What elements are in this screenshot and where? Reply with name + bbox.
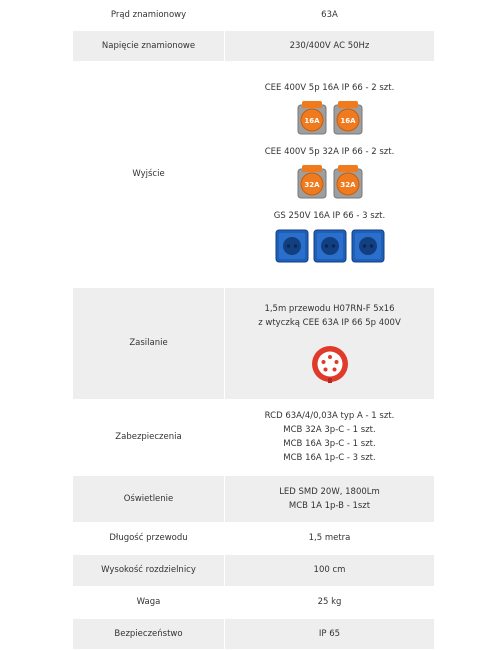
value-line: MCB 16A 1p-C - 3 szt. xyxy=(283,453,376,463)
row-safety xyxy=(73,618,434,649)
row-value: 25 kg xyxy=(225,586,435,618)
value-line: LED SMD 20W, 1800Lm xyxy=(279,486,380,497)
row-label: Zasilanie xyxy=(73,287,225,399)
row-label: Długość przewodu xyxy=(73,522,225,554)
value-line: MCB 32A 3p-C - 1 szt. xyxy=(283,425,376,435)
row-label: Prąd znamionowy xyxy=(73,0,225,30)
schuko-socket-icon xyxy=(313,229,347,263)
value-line: RCD 63A/4/0,03A typ A - 1 szt. xyxy=(264,411,395,421)
value-line: MCB 16A 3p-C - 1 szt. xyxy=(283,439,376,449)
output-group-title: CEE 400V 5p 32A IP 66 - 2 szt. xyxy=(264,147,395,157)
row-outputs xyxy=(73,61,434,287)
value-line: z wtyczką CEE 63A IP 66 5p 400V xyxy=(258,318,401,328)
value-line: 1,5m przewodu H07RN-F 5x16 xyxy=(264,304,395,314)
row-label: Oświetlenie xyxy=(73,475,225,522)
row-rated-voltage xyxy=(73,30,434,61)
row-rated-current xyxy=(73,0,434,30)
row-label: Wysokość rozdzielnicy xyxy=(73,554,225,586)
cee-16a-sockets xyxy=(229,101,430,135)
cee-socket-icon xyxy=(333,165,363,199)
row-weight xyxy=(73,586,434,618)
row-power-supply xyxy=(73,287,434,399)
row-value: 63A xyxy=(225,0,435,30)
row-lighting xyxy=(73,475,434,522)
schuko-socket-icon xyxy=(275,229,309,263)
cee-32a-sockets xyxy=(229,165,430,199)
power-supply-cell xyxy=(225,287,435,399)
socket-rating: 16A xyxy=(339,117,356,125)
row-value: 100 cm xyxy=(225,554,435,586)
row-height xyxy=(73,554,434,586)
cee-socket-icon xyxy=(297,101,327,135)
row-label: Wyjście xyxy=(73,61,225,287)
socket-rating: 32A xyxy=(339,181,356,189)
row-cable-length xyxy=(73,522,434,554)
lighting-cell xyxy=(225,475,435,522)
value-line: MCB 1A 1p-B - 1szt xyxy=(288,500,371,511)
cee-socket-icon xyxy=(333,101,363,135)
row-label: Waga xyxy=(73,586,225,618)
outputs-cell xyxy=(225,61,435,287)
output-group-title: CEE 400V 5p 16A IP 66 - 2 szt. xyxy=(264,83,395,93)
plug-wrap xyxy=(229,344,430,384)
spec-table xyxy=(73,0,434,650)
row-label: Bezpieczeństwo xyxy=(73,618,225,649)
cee-socket-icon xyxy=(297,165,327,199)
socket-rating: 32A xyxy=(303,181,320,189)
row-value: 230/400V AC 50Hz xyxy=(225,30,435,61)
row-protections xyxy=(73,399,434,475)
row-label: Napięcie znamionowe xyxy=(73,30,225,61)
schuko-socket-icon xyxy=(351,229,385,263)
row-value: IP 65 xyxy=(225,618,435,649)
row-value: 1,5 metra xyxy=(225,522,435,554)
output-group-title: GS 250V 16A IP 66 - 3 szt. xyxy=(273,211,386,221)
protections-cell xyxy=(225,399,435,475)
cee-plug-icon xyxy=(310,344,350,384)
gs-sockets xyxy=(229,229,430,263)
socket-rating: 16A xyxy=(303,117,320,125)
row-label: Zabezpieczenia xyxy=(73,399,225,475)
